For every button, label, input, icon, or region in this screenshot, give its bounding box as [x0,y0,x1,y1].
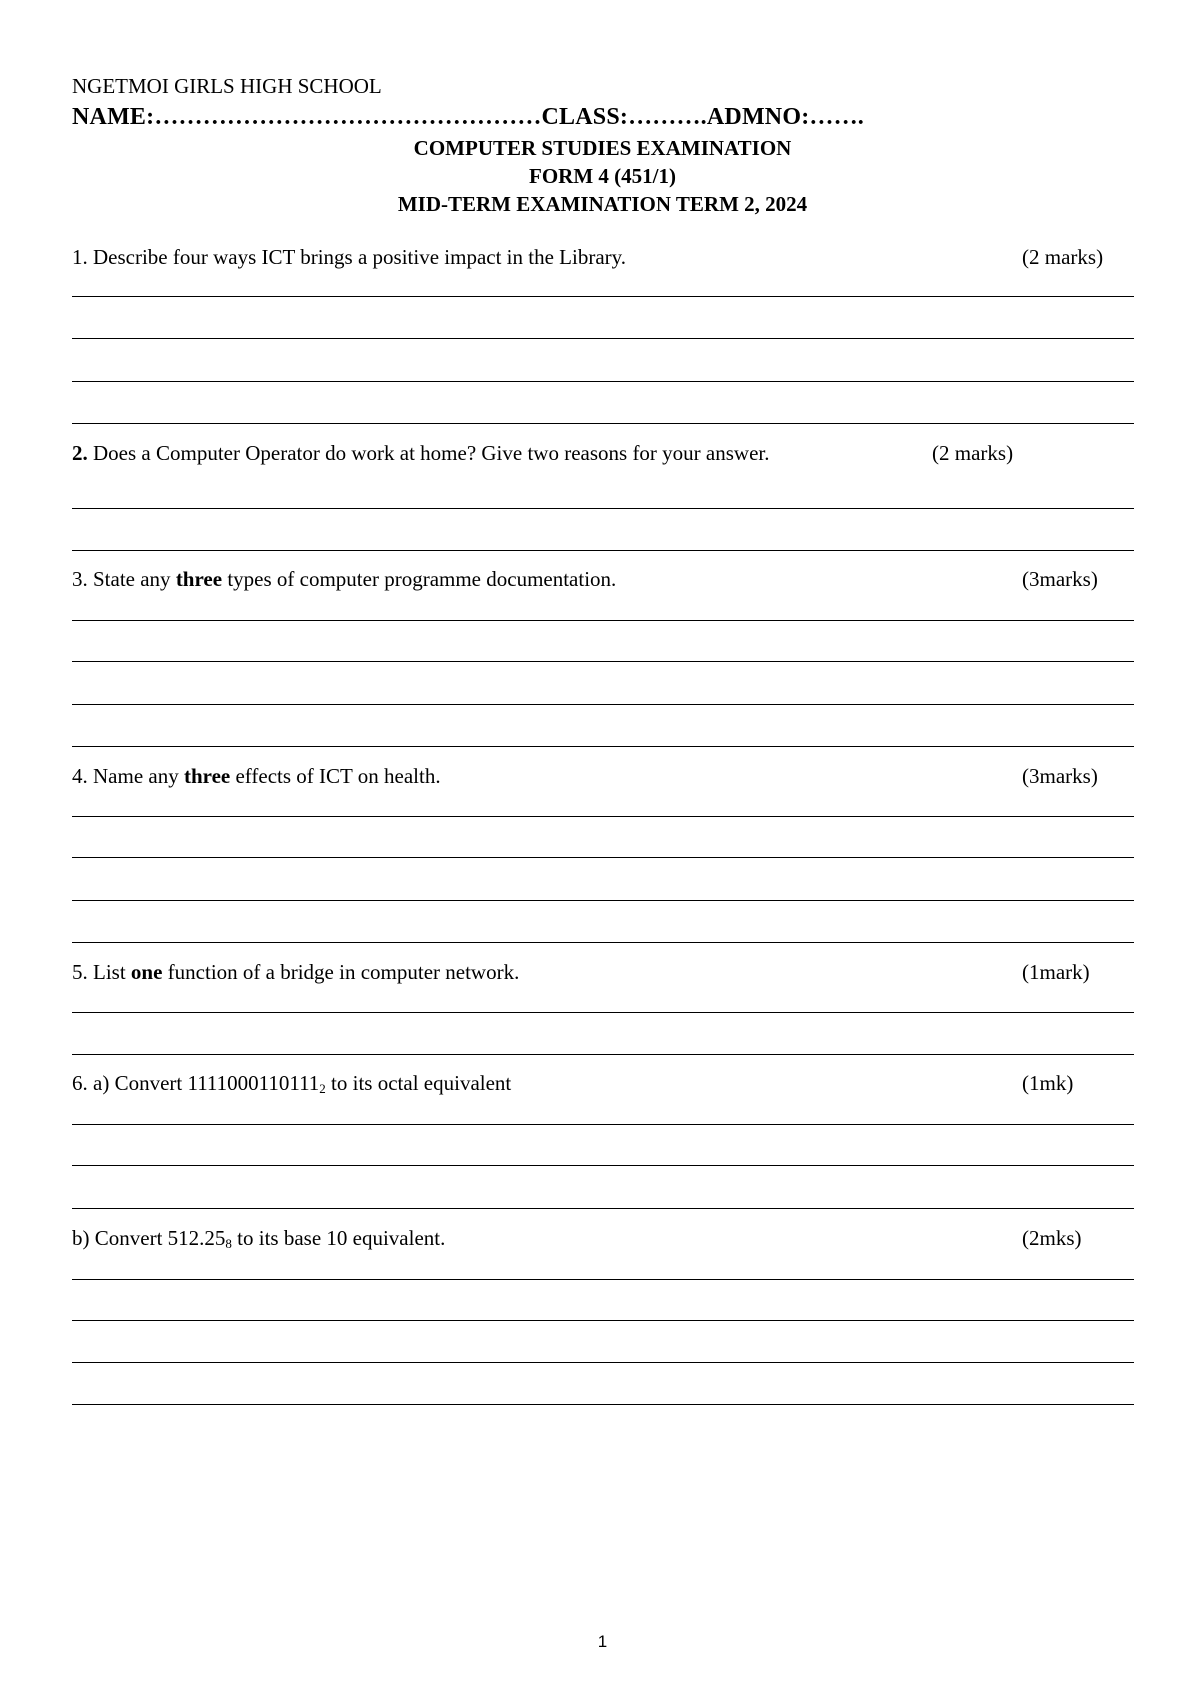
question-2 [72,441,769,466]
question-2-number: 2. [72,441,88,465]
question-6a-marks: (1mk) [1022,1071,1074,1095]
answer-line [72,508,1134,509]
question-5-text-end: function of a bridge in computer network. [167,960,520,984]
exam-term: MID-TERM EXAMINATION TERM 2, 2024 [397,192,808,216]
question-4 [72,764,441,789]
answer-line [72,816,1134,817]
answer-line [72,1208,1134,1209]
question-6a-base-subscript: 2 [319,1081,326,1096]
answer-line [72,1012,1134,1013]
question-4-text-end: effects of ICT on health. [235,764,441,788]
question-4-number: 4. [72,764,88,788]
question-3-emphasis: three [175,567,223,591]
question-2-text: Does a Computer Operator do work at home? Give two reasons for your answer. [93,441,770,465]
answer-line [72,423,1134,424]
question-3-number: 3. [72,567,88,591]
question-5-emphasis: one [130,960,163,984]
question-5-text-start: List [93,960,126,984]
answer-line [72,661,1134,662]
answer-line [72,620,1134,621]
question-2-marks: (2 marks) [932,441,1014,465]
question-1-number: 1. [72,245,88,269]
school-name: NGETMOI GIRLS HIGH SCHOOL [72,74,382,98]
question-3-marks: (3marks) [1022,567,1098,591]
answer-line [72,900,1134,901]
question-6b [72,1226,445,1251]
question-3-text-start: State any [93,567,171,591]
question-6a-text-end: to its octal equivalent [331,1071,512,1095]
question-3 [72,567,616,592]
answer-line [72,942,1134,943]
question-6a [72,1071,511,1096]
question-5 [72,960,519,985]
answer-line [72,381,1134,382]
question-6b-base-subscript: 8 [225,1236,232,1251]
question-1 [72,245,626,270]
answer-line [72,296,1134,297]
question-6b-marks: (2mks) [1022,1226,1082,1250]
answer-line [72,1165,1134,1166]
answer-line [72,1054,1134,1055]
answer-line [72,1320,1134,1321]
question-5-number: 5. [72,960,88,984]
answer-line [72,857,1134,858]
page-number: 1 [597,1632,608,1651]
question-6b-text-start: b) Convert 512.25 [72,1226,226,1250]
question-3-text-end: types of computer programme documentation. [227,567,617,591]
answer-line [72,1279,1134,1280]
answer-line [72,1362,1134,1363]
answer-line [72,746,1134,747]
question-4-text-start: Name any [93,764,179,788]
answer-line [72,1124,1134,1125]
answer-line [72,338,1134,339]
question-5-marks: (1mark) [1022,960,1090,984]
answer-line [72,550,1134,551]
question-4-marks: (3marks) [1022,764,1098,788]
answer-line [72,704,1134,705]
question-6a-text-start: a) Convert 1111000110111 [93,1071,320,1095]
question-6b-text-end: to its base 10 equivalent. [237,1226,446,1250]
student-details-line: NAME:…………………………………………CLASS:……….ADMNO:……. [72,104,864,130]
question-1-text: Describe four ways ICT brings a positive impact in the Library. [93,245,627,269]
question-1-marks: (2 marks) [1022,245,1104,269]
question-6-number: 6. [72,1071,88,1095]
exam-title: COMPUTER STUDIES EXAMINATION [413,136,792,160]
question-4-emphasis: three [183,764,231,788]
form-paper-code: FORM 4 (451/1) [529,164,676,188]
answer-line [72,1404,1134,1405]
